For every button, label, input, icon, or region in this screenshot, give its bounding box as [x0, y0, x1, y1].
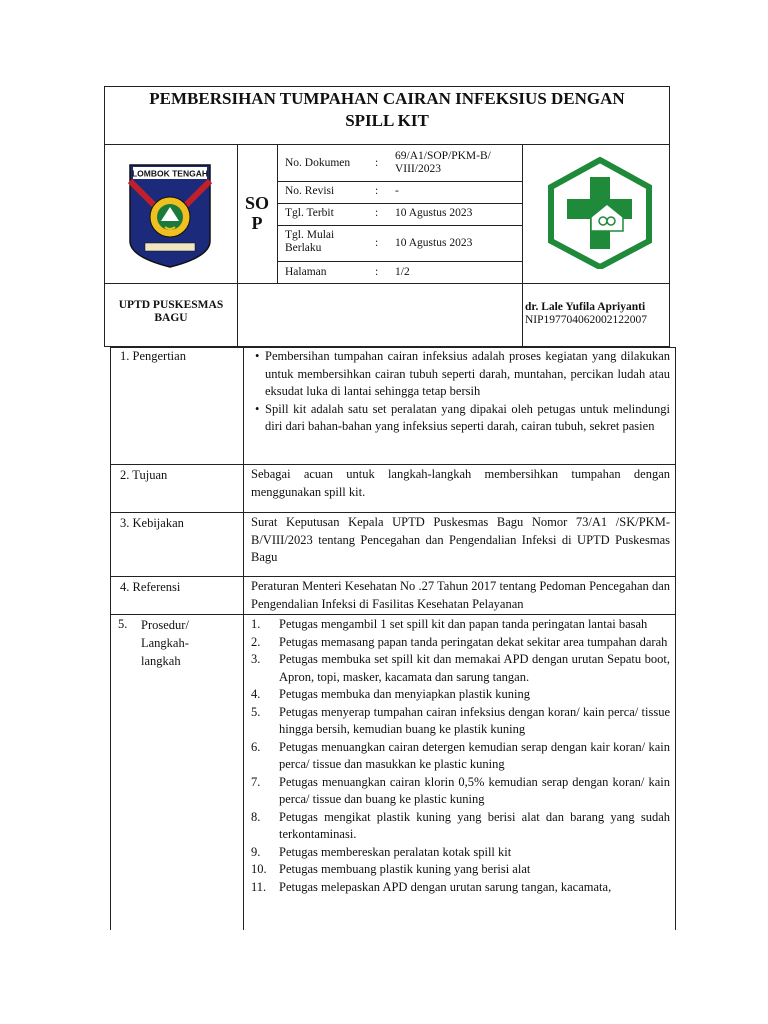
- meta-label: Tgl. Terbit: [285, 207, 334, 219]
- meta-colon: :: [375, 237, 379, 249]
- list-item: [251, 616, 670, 634]
- sop-label-line-2: P: [251, 213, 263, 233]
- sop-label: [237, 193, 277, 233]
- meta-colon: :: [375, 157, 379, 169]
- list-item: [251, 861, 670, 879]
- section-label-prosedur: [141, 616, 189, 670]
- meta-value: 10 Agustus 2023: [395, 237, 473, 249]
- section-content-pengertian: [251, 348, 670, 436]
- meta-value: 1/2: [395, 266, 410, 278]
- title-line-1: PEMBERSIHAN TUMPAHAN CAIRAN INFEKSIUS DENGAN: [149, 89, 625, 108]
- meta-colon: :: [375, 266, 379, 278]
- prosedur-label-line: langkah: [141, 654, 181, 668]
- section-content-tujuan: Sebagai acuan untuk langkah-langkah membersihkan tumpahan dengan menggunakan spill kit.: [251, 467, 670, 499]
- step-number: 6.: [251, 739, 261, 754]
- list-item: [251, 739, 670, 774]
- document-title: [104, 86, 670, 144]
- meta-label: Tgl. Mulai Berlaku: [285, 229, 335, 254]
- sop-label-line-1: SO: [244, 193, 269, 213]
- meta-label: No. Revisi: [285, 185, 335, 197]
- step-text: Petugas membuang plastik kuning yang berisi alat: [279, 862, 531, 876]
- step-text: Petugas mengambil 1 set spill kit dan papan tanda peringatan lantai basah: [279, 617, 648, 631]
- step-text: Petugas memasang papan tanda peringatan dekat sekitar area tumpahan darah: [279, 634, 668, 649]
- step-number: 8.: [251, 809, 261, 824]
- procedure-steps: [251, 616, 670, 896]
- step-text: Petugas membuka dan menyiapkan plastik kuning: [279, 687, 530, 701]
- logo-text: LOMBOK TENGAH: [131, 168, 209, 179]
- meta-value: 69/A1/SOP/PKM-B/ VIII/2023: [395, 150, 491, 175]
- step-text: Petugas menuangkan cairan detergen kemudian serap dengan kair koran/ kain perca/ tissue dan masukkan ke plastic kuning: [279, 739, 670, 771]
- section-label-tujuan: 2. Tujuan: [120, 468, 168, 482]
- step-number: 4.: [251, 687, 261, 701]
- meta-value: -: [395, 185, 399, 197]
- sop-body-table: [110, 347, 676, 930]
- bullet-text: Pembersihan tumpahan cairan infeksius adalah proses kegiatan yang dilakukan untuk membersihkan cairan tubuh seperti darah, muntahan, percikan ludah atau eksudat luka di lantai sehingga tetap bersih: [265, 349, 670, 398]
- step-text: Petugas menuangkan cairan klorin 0,5% kemudian serap dengan koran/ kain perca/ tissue dan buang ke plastic kuning: [279, 774, 670, 806]
- bullet-text: Spill kit adalah satu set peralatan yang dipakai oleh petugas untuk melindungi diri dari bahan-bahan yang infeksius seperti darah, cairan tubuh, sekret pasien: [265, 401, 670, 433]
- meta-colon: :: [375, 207, 379, 219]
- meta-row-no-dokumen: [277, 150, 522, 181]
- head-signature: [525, 301, 671, 327]
- list-item: [251, 651, 670, 686]
- section-label-referensi: 4. Referensi: [120, 580, 181, 594]
- prosedur-label-line: Langkah-: [141, 636, 189, 650]
- step-number: 1.: [251, 617, 261, 631]
- section-content-referensi: Peraturan Menteri Kesehatan No .27 Tahun 2017 tentang Pedoman Pencegahan dan Pengendalian Infeksi di Fasilitas Kesehatan Pelayanan: [251, 579, 670, 611]
- step-number: 2.: [251, 634, 261, 649]
- step-number: 7.: [251, 774, 261, 789]
- section-content-prosedur: [251, 616, 670, 896]
- section-label-pengertian: 1. Pengertian: [120, 349, 186, 363]
- list-item: [251, 774, 670, 809]
- step-text: Petugas melepaskan APD dengan urutan sarung tangan, kacamata,: [279, 879, 612, 894]
- title-line-2: SPILL KIT: [345, 111, 429, 130]
- prosedur-label-line: Prosedur/: [141, 618, 189, 632]
- step-text: Petugas mengikat plastik kuning yang berisi alat dan barang yang sudah terkontaminasi.: [279, 809, 670, 841]
- unit-name: UPTD PUSKESMAS BAGU: [118, 299, 224, 324]
- section-label-kebijakan: 3. Kebijakan: [120, 516, 184, 530]
- lombok-tengah-logo: [127, 161, 213, 269]
- head-name: dr. Lale Yufila Apriyanti: [525, 301, 646, 313]
- step-text: Petugas membereskan peralatan kotak spill kit: [279, 844, 512, 859]
- meta-label: Halaman: [285, 266, 327, 278]
- section-content-kebijakan: Surat Keputusan Kepala UPTD Puskesmas Bagu Nomor 73/A1 /SK/PKM-B/VIII/2023 tentang Pencegahan dan Pengendalian Infeksi di UPTD Puskesmas Bagu: [251, 515, 670, 564]
- section-label-prosedur-num: 5.: [118, 617, 128, 631]
- step-number: 3.: [251, 652, 261, 666]
- step-number: 10.: [251, 862, 267, 876]
- step-text: Petugas membuka set spill kit dan memakai APD dengan urutan Sepatu boot, Apron, topi, masker, kacamata dan sarung tangan.: [279, 652, 670, 684]
- step-number: 11.: [251, 879, 267, 894]
- list-item: [251, 879, 670, 897]
- list-item: • Spill kit adalah satu set peralatan yang dipakai oleh petugas untuk melindungi diri dari bahan-bahan yang infeksius seperti darah, cairan tubuh, sekret pasien: [255, 401, 670, 433]
- list-item: • Pembersihan tumpahan cairan infeksius adalah proses kegiatan yang dilakukan untuk membersihkan cairan tubuh seperti darah, muntahan, percikan ludah atau eksudat luka di lantai sehingga tetap bersih: [255, 349, 670, 398]
- step-number: 5.: [251, 704, 261, 719]
- list-item: [251, 704, 670, 739]
- list-item: [251, 634, 670, 652]
- list-item: [251, 809, 670, 844]
- document-header: [104, 144, 670, 284]
- meta-colon: :: [375, 185, 379, 197]
- list-item: [251, 844, 670, 862]
- puskesmas-logo: [545, 157, 655, 269]
- head-nip: NIP197704062002122007: [525, 314, 648, 326]
- step-number: 9.: [251, 844, 261, 859]
- meta-label: No. Dokumen: [285, 157, 351, 169]
- meta-value: 10 Agustus 2023: [395, 207, 473, 219]
- step-text: Petugas menyerap tumpahan cairan infeksius dengan koran/ kain perca/ tissue hingga bersih, kemudian buang ke plastik kuning: [279, 704, 670, 736]
- list-item: [251, 686, 670, 704]
- header-footer: [104, 284, 670, 347]
